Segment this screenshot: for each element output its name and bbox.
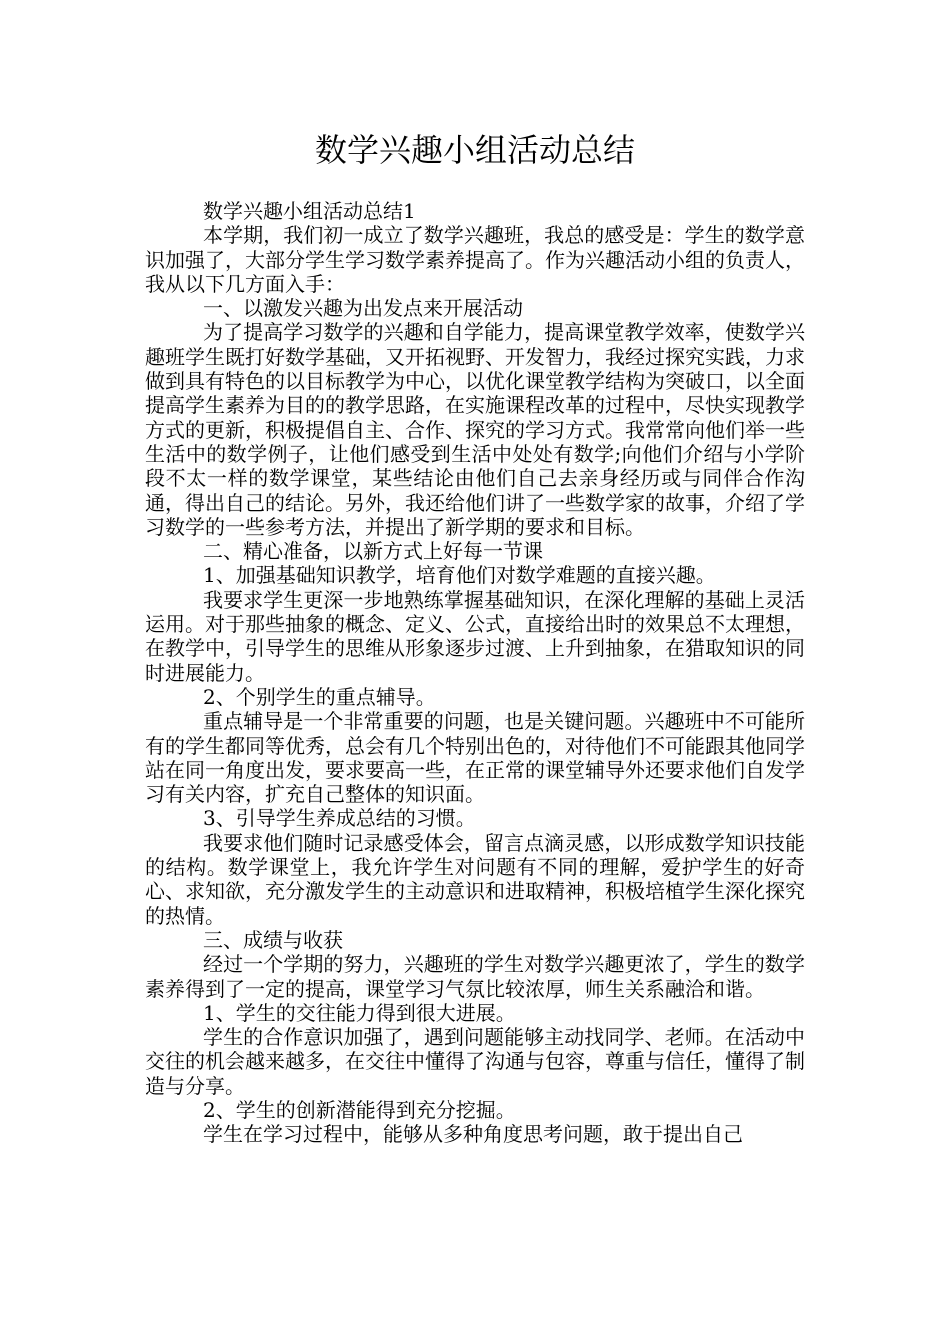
paragraph: 3、引导学生养成总结的习惯。 bbox=[203, 806, 476, 831]
paragraph: 我要求他们随时记录感受体会，留言点滴灵感，以形成数学知识技能的结构。数学课堂上，我允许学生对问题有不同的理解，爱护学生的好奇心、求知欲，充分激发学生的主动意识和进取精神，积极培植学生深化探究的热情。 bbox=[145, 830, 805, 928]
paragraph: 1、学生的交往能力得到很大进展。 bbox=[203, 1000, 516, 1025]
paragraph: 1、加强基础知识教学，培育他们对数学难题的直接兴趣。 bbox=[203, 563, 716, 588]
paragraph: 为了提高学习数学的兴趣和自学能力，提高课堂教学效率，使数学兴趣班学生既打好数学基础，又开拓视野、开发智力，我经过探究实践，力求做到具有特色的以目标教学为中心，以优化课堂教学结构为突破口，以全面提高学生素养为目的的教学思路，在实施课程改革的过程中，尽快实现教学方式的更新，积极提倡自主、合作、探究的学习方式。我常常向他们举一些生活中的数学例子，让他们感受到生活中处处有数学;向他们介绍与小学阶段不太一样的数学课堂，某些结论由他们自己去亲身经历或与同伴合作沟通，得出自己的结论。另外，我还给他们讲了一些数学家的故事，介绍了学习数学的一些参考方法，并提出了新学期的要求和目标。 bbox=[145, 320, 805, 539]
paragraph: 重点辅导是一个非常重要的问题，也是关键问题。兴趣班中不可能所有的学生都同等优秀，总会有几个特别出色的，对待他们不可能跟其他同学站在同一角度出发，要求要高一些，在正常的课堂辅导外还要求他们自发学习有关内容，扩充自己整体的知识面。 bbox=[145, 709, 805, 807]
paragraph: 学生的合作意识加强了，遇到问题能够主动找同学、老师。在活动中交往的机会越来越多，在交往中懂得了沟通与包容，尊重与信任，懂得了制造与分享。 bbox=[145, 1025, 805, 1098]
paragraph: 2、个别学生的重点辅导。 bbox=[203, 684, 436, 709]
paragraph: 本学期，我们初一成立了数学兴趣班，我总的感受是：学生的数学意识加强了，大部分学生学习数学素养提高了。作为兴趣活动小组的负责人，我从以下几方面入手： bbox=[145, 223, 805, 296]
document-body bbox=[145, 199, 805, 1147]
paragraph: 2、学生的创新潜能得到充分挖掘。 bbox=[203, 1097, 516, 1122]
paragraph: 二、精心准备，以新方式上好每一节课 bbox=[203, 539, 543, 564]
paragraph: 三、成绩与收获 bbox=[203, 927, 343, 952]
paragraph: 学生在学习过程中，能够从多种角度思考问题，敢于提出自己 bbox=[203, 1122, 743, 1147]
paragraph: 数学兴趣小组活动总结1 bbox=[203, 199, 416, 223]
paragraph: 我要求学生更深一步地熟练掌握基础知识，在深化理解的基础上灵活运用。对于那些抽象的概念、定义、公式，直接给出时的效果总不太理想，在教学中，引导学生的思维从形象逐步过渡、上升到抽象，在猎取知识的同时进展能力。 bbox=[145, 587, 805, 685]
paragraph: 一、以激发兴趣为出发点来开展活动 bbox=[203, 296, 523, 321]
document-title: 数学兴趣小组活动总结 bbox=[314, 131, 635, 169]
paragraph: 经过一个学期的努力，兴趣班的学生对数学兴趣更浓了，学生的数学素养得到了一定的提高，课堂学习气氛比较浓厚，师生关系融洽和谐。 bbox=[145, 952, 805, 1001]
